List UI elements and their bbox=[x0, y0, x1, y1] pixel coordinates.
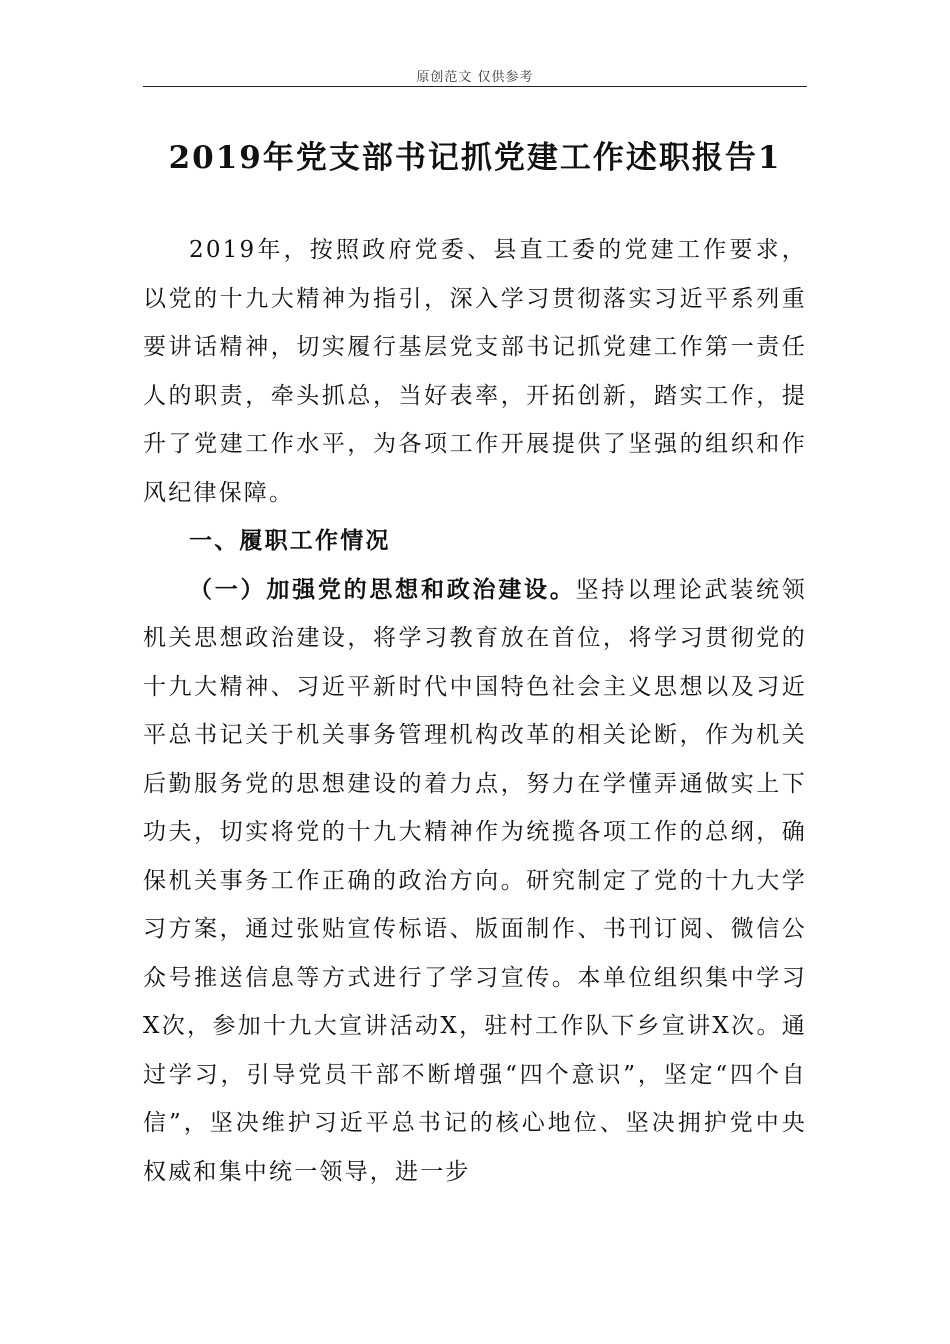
section-heading-text: 一、履职工作情况 bbox=[189, 527, 391, 554]
document-body bbox=[143, 226, 807, 1196]
document-title: 2019年党支部书记抓党建工作述职报告1 bbox=[168, 140, 782, 176]
section-heading bbox=[143, 517, 807, 566]
intro-paragraph: 2019年，按照政府党委、县直工委的党建工作要求，以党的十九大精神为指引，深入学习贯彻落实习近平系列重要讲话精神，切实履行基层党支部书记抓党建工作第一责任人的职责，牵头抓总，当好表率，开拓创新，踏实工作，提升了党建工作水平，为各项工作开展提供了坚强的组织和作风纪律保障。 bbox=[143, 237, 807, 506]
page-header: 原创范文 仅供参考 bbox=[416, 70, 534, 85]
subsection-body: 坚持以理论武装统领机关思想政治建设，将学习教育放在首位，将学习贯彻党的十九大精神、习近平新时代中国特色社会主义思想以及习近平总书记关于机关事务管理机构改革的相关论断，作为机关后勤服务党的思想建设的着力点，努力在学懂弄通做实上下功夫，切实将党的十九大精神作为统揽各项工作的总纲，确保机关事务工作正确的政治方向。研究制定了党的十九大学习方案，通过张贴宣传标语、版面制作、书刊订阅、微信公众号推送信息等方式进行了学习宣传。本单位组织集中学习X次，参加十九大宣讲活动X，驻村工作队下乡宣讲X次。通过学习，引导党员干部不断增强“四个意识”，坚定“四个自信”，坚决维护习近平总书记的核心地位、坚决拥护党中央权威和集中统一领导，进一步 bbox=[143, 576, 807, 1185]
header-divider bbox=[143, 86, 807, 87]
subsection-paragraph bbox=[143, 566, 807, 1197]
subsection-heading: （一）加强党的思想和政治建设。 bbox=[189, 575, 576, 603]
